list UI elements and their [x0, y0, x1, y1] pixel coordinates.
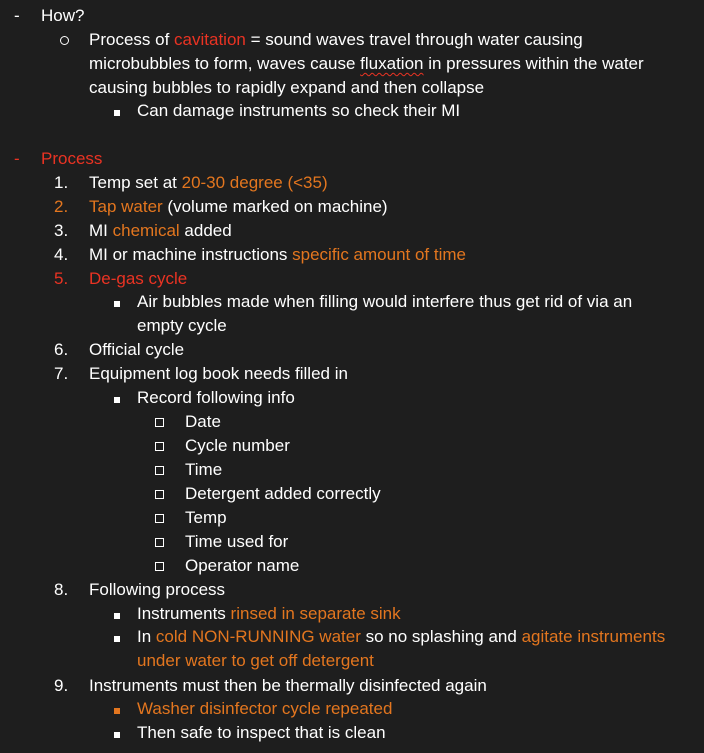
step-text: Tap water (volume marked on machine) [89, 197, 388, 216]
how-item-text-1: Process of cavitation = sound waves travel through water causing [89, 30, 583, 49]
step-8-sub-text-1: Instruments rinsed in separate sink [137, 604, 401, 623]
step-number: 3. [54, 221, 69, 240]
step-text: De-gas cycle [89, 269, 188, 288]
step-8-sub-text-2: In cold NON-RUNNING water so no splashing and agitate instruments [137, 627, 666, 646]
square-bullet [114, 602, 120, 626]
step-text: Temp set at 20-30 degree (<35) [89, 173, 328, 192]
log-item-text: Operator name [185, 556, 300, 575]
how-heading: How? [41, 6, 85, 25]
log-item-text: Time [185, 460, 223, 479]
step-text: MI chemical added [89, 221, 232, 240]
step-number: 2. [54, 197, 69, 216]
square-bullet [114, 625, 120, 649]
step-7-sub-text: Record following info [137, 388, 295, 407]
log-item-text: Cycle number [185, 436, 290, 455]
box-bullet [155, 434, 164, 458]
step-9-sub-text-1: Washer disinfector cycle repeated [137, 699, 393, 718]
step-number: 4. [54, 245, 69, 264]
how-item-text-2: microbubbles to form, waves cause fluxation in pressures within the water [89, 54, 644, 73]
log-item-text: Date [185, 412, 221, 431]
dash-bullet: - [14, 6, 20, 25]
how-sub-text: Can damage instruments so check their MI [137, 101, 461, 120]
square-bullet [114, 99, 120, 123]
square-bullet [114, 290, 120, 314]
square-bullet [114, 386, 120, 410]
step-number: 8. [54, 580, 69, 599]
step-text: MI or machine instructions specific amount of time [89, 245, 466, 264]
step-number: 7. [54, 364, 69, 383]
step-8-sub-text-2b: under water to get off detergent [137, 651, 374, 670]
step-text: Official cycle [89, 340, 185, 359]
step-5-sub-text-1: Air bubbles made when filling would interfere thus get rid of via an [137, 292, 633, 311]
square-bullet [114, 697, 120, 721]
step-text: Equipment log book needs filled in [89, 364, 348, 383]
step-number: 5. [54, 269, 69, 288]
step-text: Instruments must then be thermally disinfected again [89, 676, 487, 695]
square-bullet [114, 721, 120, 745]
step-number: 9. [54, 676, 69, 695]
how-item-text-3: causing bubbles to rapidly expand and then collapse [89, 78, 485, 97]
circle-bullet [60, 28, 69, 52]
process-heading: Process [41, 149, 103, 168]
box-bullet [155, 554, 164, 578]
step-9-sub-text-2: Then safe to inspect that is clean [137, 723, 386, 742]
step-5-sub-text-2: empty cycle [137, 316, 227, 335]
box-bullet [155, 458, 164, 482]
log-item-text: Detergent added correctly [185, 484, 381, 503]
step-number: 1. [54, 173, 69, 192]
log-item-text: Temp [185, 508, 227, 527]
box-bullet [155, 530, 164, 554]
dash-bullet: - [14, 149, 20, 168]
box-bullet [155, 482, 164, 506]
spellcheck-word: fluxation [360, 54, 424, 73]
box-bullet [155, 410, 164, 434]
box-bullet [155, 506, 164, 530]
step-number: 6. [54, 340, 69, 359]
step-text: Following process [89, 580, 226, 599]
log-item-text: Time used for [185, 532, 289, 551]
